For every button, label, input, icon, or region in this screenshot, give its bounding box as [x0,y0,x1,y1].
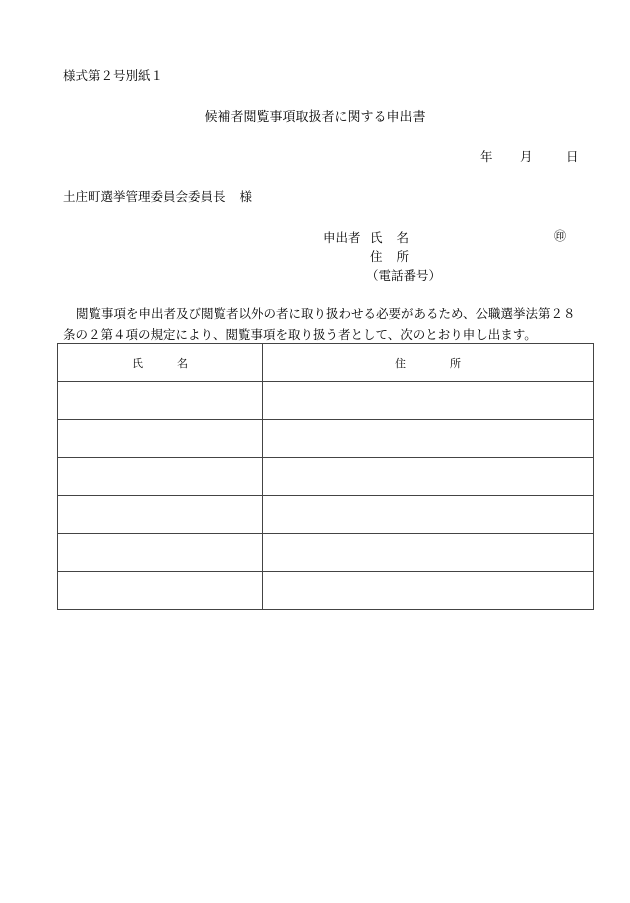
table-row [58,496,594,534]
table-row [58,534,594,572]
date-line [480,147,578,165]
date-year-label: 年 [480,149,493,164]
address-cell[interactable] [263,420,594,458]
address-cell[interactable] [263,534,594,572]
addressee [63,187,252,205]
table-header-row [58,344,594,382]
applicant-label: 申出者 [323,230,361,245]
form-id: 様式第２号別紙１ [63,68,164,83]
name-cell[interactable] [58,420,263,458]
body-line-1: 閲覧事項を申出者及び閲覧者以外の者に取り扱わせる必要があるため、公職選挙法第２８ [76,306,576,321]
name-cell[interactable] [58,458,263,496]
body-paragraph [63,303,593,345]
header-address: 住所 [263,344,594,382]
address-cell[interactable] [263,382,594,420]
table-row [58,382,594,420]
address-cell[interactable] [263,458,594,496]
table-row [58,458,594,496]
addressee-name: 土庄町選挙管理委員会委員長 [63,189,226,204]
name-cell[interactable] [58,496,263,534]
date-day-label: 日 [565,149,579,164]
applicant-phone-label: （電話番号） [366,268,442,283]
address-cell[interactable] [263,496,594,534]
name-cell[interactable] [58,382,263,420]
address-cell[interactable] [263,572,594,610]
body-line-2: 条の２第４項の規定により、閲覧事項を取り扱う者として、次のとおり申し出ます。 [63,327,537,342]
name-cell[interactable] [58,572,263,610]
date-month-label: 月 [519,149,533,164]
table-row [58,420,594,458]
applicant-name-label: 氏名 [370,230,424,245]
name-cell[interactable] [58,534,263,572]
applicant-address-label: 住所 [370,249,424,264]
table-row [58,572,594,610]
seal-mark: ㊞ [554,229,567,243]
addressee-honorific: 様 [239,189,253,204]
handler-table [57,343,594,610]
header-name: 氏名 [58,344,263,382]
document-title: 候補者閲覧事項取扱者に関する申出書 [204,110,426,125]
